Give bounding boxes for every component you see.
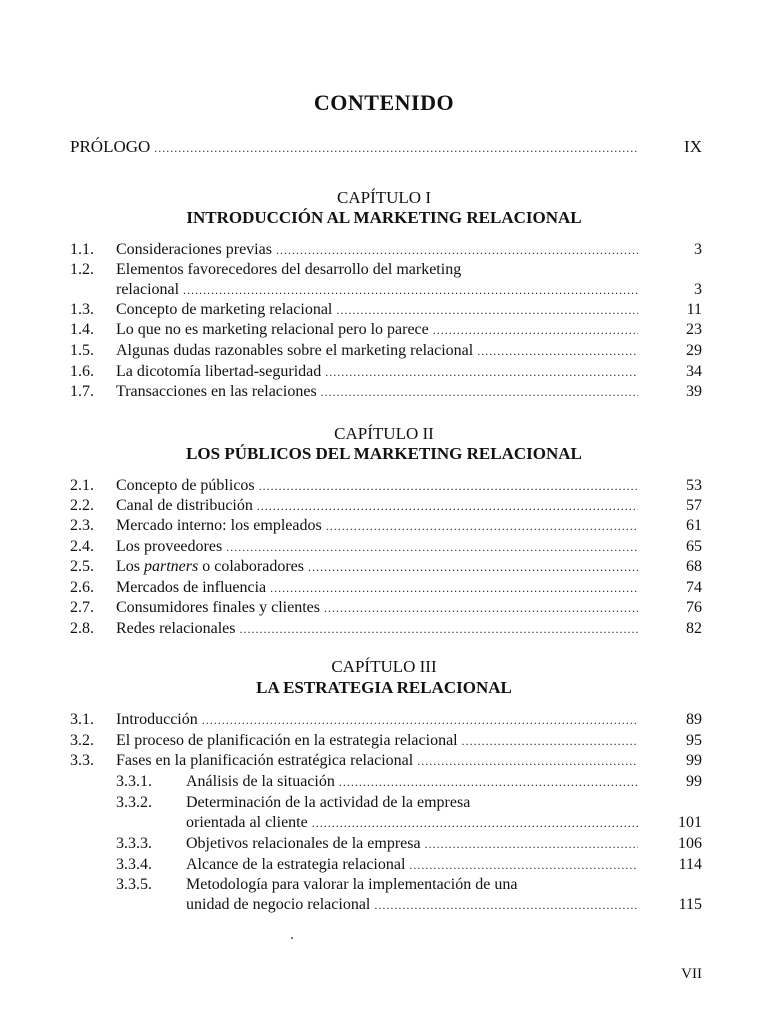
entry-page: 106 [678,835,702,852]
dot-leader [425,834,638,854]
entry-number: 3.3.4. [116,856,152,873]
toc-entry [70,260,702,280]
entry-page: 3 [694,241,702,258]
chapter-title: LA ESTRATEGIA RELACIONAL [256,678,512,697]
entry-page: 23 [686,321,702,338]
chapter-title: LOS PÚBLICOS DEL MARKETING RELACIONAL [186,444,582,463]
toc-entry [70,598,702,618]
entry-page: 101 [678,814,702,831]
entry-number: 1.3. [70,301,94,318]
entry-page: 114 [678,856,702,873]
entry-number: 1.5. [70,342,94,359]
toc-entry [70,341,702,361]
entry-number: 2.3. [70,517,94,534]
page-number: VII [681,966,702,982]
entry-page: 34 [686,363,702,380]
entry-text: Concepto de marketing relacional [116,301,333,318]
entry-number: 1.4. [70,321,94,338]
entry-page: 99 [686,752,702,769]
toc-entry [70,300,702,320]
entry-text: Los proveedores [116,538,223,555]
toc-entry-continuation [70,895,702,915]
entry-text: PRÓLOGO [70,137,151,156]
entry-text: Metodología para valorar la implementación de una [186,876,518,893]
dot-leader [257,496,638,516]
dot-leader [312,813,638,833]
toc-entry [70,382,702,402]
entry-number: 3.3.2. [116,794,152,811]
entry-text: relacional [116,281,180,298]
dot-leader [202,710,638,730]
dot-leader [324,598,638,618]
toc-entry [70,362,702,382]
entry-text: unidad de negocio relacional [186,896,371,913]
entry-number: 2.6. [70,579,94,596]
entry-page: 82 [686,620,702,637]
dot-leader [409,855,638,875]
entry-number: 1.6. [70,363,94,380]
entry-page: 68 [686,558,702,575]
entry-page: 61 [686,517,702,534]
entry-page: 65 [686,538,702,555]
entry-text: Canal de distribución [116,497,253,514]
dot-leader [270,578,638,598]
chapter-title: INTRODUCCIÓN AL MARKETING RELACIONAL [186,208,582,227]
entry-text: Lo que no es marketing relacional pero lo parece [116,321,429,338]
dot-leader [336,300,638,320]
entry-number: 3.3.5. [116,876,152,893]
toc-entry [70,710,702,730]
dot-leader [183,280,638,300]
entry-number: 2.5. [70,558,94,575]
entry-number: 2.1. [70,477,94,494]
entry-text: Concepto de públicos [116,477,255,494]
entry-text: Introducción [116,711,198,728]
entry-page: 29 [686,342,702,359]
toc-subentry [70,875,702,895]
entry-number: 1.1. [70,241,94,258]
dot-leader [226,537,638,557]
entry-text: Elementos favorecedores del desarrollo del marketing [116,261,462,278]
toc-entry [70,578,702,598]
entry-text: Alcance de la estrategia relacional [186,856,406,873]
toc-entry-continuation [70,813,702,833]
toc-entry [70,537,702,557]
entry-number: 1.7. [70,383,94,400]
entry-page: 89 [686,711,702,728]
entry-number: 3.3.1. [116,773,152,790]
dot-leader [321,382,638,402]
entry-number: 2.8. [70,620,94,637]
entry-text: Determinación de la actividad de la empresa [186,794,471,811]
entry-text: Consumidores finales y clientes [116,599,320,616]
entry-page: 11 [686,301,702,318]
dot-leader [325,362,638,382]
entry-number: 2.2. [70,497,94,514]
entry-text: Transacciones en las relaciones [116,383,317,400]
entry-text: Análisis de la situación [186,773,335,790]
dot-leader [308,557,638,577]
entry-text: Fases en la planificación estratégica relacional [116,752,414,769]
entry-text: orientada al cliente [186,814,308,831]
toc-entry-continuation [70,280,702,300]
entry-page: 39 [686,383,702,400]
page-title: CONTENIDO [313,90,455,115]
dot-leader [374,895,638,915]
entry-number: 2.4. [70,538,94,555]
entry-text-italic: partners [144,558,199,575]
toc-entry [70,751,702,771]
entry-text: Mercado interno: los empleados [116,517,322,534]
toc-entry [70,516,702,536]
dot-leader [154,141,638,156]
chapter-number: CAPÍTULO I [337,188,431,207]
toc-entry [70,619,702,639]
entry-text: La dicotomía libertad-seguridad [116,363,322,380]
dot-leader [339,772,638,792]
toc-entry [70,557,702,577]
dot-leader [276,240,638,260]
toc-subentry [70,793,702,813]
toc-subentry [70,855,702,875]
entry-number: 3.2. [70,732,94,749]
entry-number: 3.3. [70,752,94,769]
dot-leader [259,476,638,496]
dot-leader [477,341,638,361]
entry-page: IX [684,137,702,156]
dot-leader [326,516,638,536]
entry-text: Los partners o colaboradores [116,558,304,575]
entry-text: Objetivos relacionales de la empresa [186,835,421,852]
chapter-number: CAPÍTULO III [331,657,437,676]
toc-entry-prologo [70,137,702,159]
entry-number: 1.2. [70,261,94,278]
toc-entry [70,476,702,496]
chapter-number: CAPÍTULO II [334,424,434,443]
toc-entry [70,320,702,340]
toc-entry [70,731,702,751]
entry-number: 3.3.3. [116,835,152,852]
entry-page: 53 [686,477,702,494]
entry-text: Redes relacionales [116,620,236,637]
entry-page: 74 [686,579,702,596]
dot-leader [417,751,638,771]
entry-page: 57 [686,497,702,514]
entry-page: 3 [694,281,702,298]
entry-page: 95 [686,732,702,749]
toc-entry [70,496,702,516]
entry-number: 3.1. [70,711,94,728]
entry-page: 76 [686,599,702,616]
dot-leader [433,320,638,340]
dot-leader [240,619,639,639]
toc-entry [70,240,702,260]
entry-page: 99 [686,773,702,790]
toc-subentry [70,772,702,792]
entry-text: Algunas dudas razonables sobre el marketing relacional [116,342,474,359]
entry-page: 115 [678,896,702,913]
entry-text: Mercados de influencia [116,579,267,596]
dot-leader [462,731,638,751]
scan-speck [291,937,293,939]
entry-number: 2.7. [70,599,94,616]
toc-subentry [70,834,702,854]
entry-text: El proceso de planificación en la estrategia relacional [116,732,458,749]
entry-text: Consideraciones previas [116,241,272,258]
